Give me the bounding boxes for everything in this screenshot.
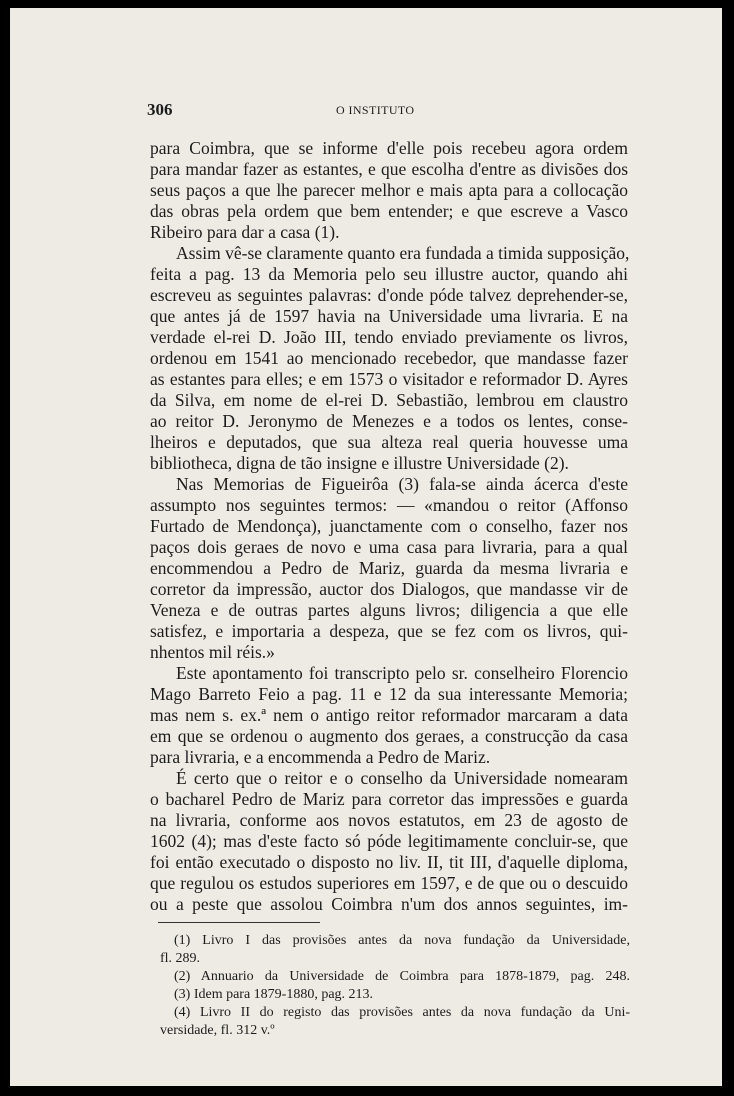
text-line: Assim vê-se claramente quanto era fundada a timida supposição,: [176, 243, 630, 263]
footnote-divider: [158, 922, 320, 923]
page-number: 306: [147, 100, 173, 119]
text-line: feita a pag. 13 da Memoria pelo seu illustre auctor, quando ahi: [150, 264, 628, 284]
book-page: [10, 8, 722, 1086]
text-line: Veneza e de outras partes alguns livros; diligencia a que elle: [150, 600, 628, 620]
text-line: assumpto nos seguintes termos: — «mandou o reitor (Affonso: [150, 495, 628, 515]
text-line: em que se ordenou o augmento dos geraes, a construcção da casa: [150, 726, 628, 746]
text-line: encommendou a Pedro de Mariz, guarda da mesma livraria e: [150, 558, 628, 578]
footnote-line: (4) Livro II do registo das provisões antes da nova fundação da Uni-: [174, 1005, 630, 1020]
text-line: 1602 (4); mas d'este facto só póde legitimamente concluir-se, que: [150, 831, 628, 851]
text-line: o bacharel Pedro de Mariz para corretor das impressões e guarda: [150, 789, 628, 809]
text-line: para livraria, e a encommenda a Pedro de Mariz.: [150, 747, 491, 767]
footnote-line: (1) Livro I das provisões antes da nova fundação da Universidade,: [174, 933, 630, 948]
text-line: lheiros e deputados, que sua alteza real queria houvesse uma: [150, 432, 628, 452]
text-line: foi então executado o disposto no liv. II, tit III, d'aquelle diploma,: [150, 852, 628, 872]
text-line: ordenou em 1541 ao mencionado recebedor, que mandasse fazer: [150, 348, 628, 368]
text-line: ao reitor D. Jeronymo de Menezes e a todos os lentes, conse-: [150, 411, 628, 431]
text-line: que antes já de 1597 havia na Universidade uma livraria. E na: [150, 306, 628, 326]
text-line: corretor da impressão, auctor dos Dialogos, que mandasse vir de: [150, 579, 628, 599]
text-line: para mandar fazer as estantes, e que escolha d'entre as divisões dos: [150, 159, 628, 179]
text-line: Nas Memorias de Figueirôa (3) fala-se ainda ácerca d'este: [176, 474, 628, 494]
footnote-line: fl. 289.: [160, 951, 201, 966]
text-line: da Silva, em nome de el-rei D. Sebastião, lembrou em claustro: [150, 390, 628, 410]
running-title: O INSTITUTO: [336, 103, 415, 117]
text-line: Ribeiro para dar a casa (1).: [150, 222, 340, 242]
text-line: que regulou os estudos superiores em 1597, e de que ou o descuido: [150, 873, 628, 893]
text-line: paços dois geraes de novo e uma casa para livraria, para a qual: [150, 537, 628, 557]
page-header: [10, 100, 722, 124]
text-line: Este apontamento foi transcripto pelo sr. conselheiro Florencio: [176, 663, 628, 683]
text-line: escreveu as seguintes palavras: d'onde póde talvez deprehender-se,: [150, 285, 628, 305]
text-line: Mago Barreto Feio a pag. 11 e 12 da sua interessante Memoria;: [150, 684, 628, 704]
footnote-line: versidade, fl. 312 v.º: [160, 1023, 275, 1038]
text-line: Furtado de Mendonça), juanctamente com o conselho, fazer nos: [150, 516, 628, 536]
text-line: satisfez, e importaria a despeza, que se fez com os livros, qui-: [150, 621, 628, 641]
text-line: das obras pela ordem que bem entender; e que escreve a Vasco: [150, 201, 628, 221]
text-line: bibliotheca, digna de tão insigne e illustre Universidade (2).: [150, 453, 569, 473]
text-line: para Coimbra, que se informe d'elle pois recebeu agora ordem: [150, 138, 628, 158]
text-line: verdade el-rei D. João III, tendo enviado previamente os livros,: [150, 327, 628, 347]
text-line: ou a peste que assolou Coimbra n'um dos annos seguintes, im-: [150, 894, 628, 914]
text-line: nhentos mil réis.»: [150, 642, 275, 662]
footnote-line: (3) Idem para 1879-1880, pag. 213.: [174, 987, 374, 1002]
footnote-line: (2) Annuario da Universidade de Coimbra para 1878-1879, pag. 248.: [174, 969, 630, 984]
text-line: mas nem s. ex.ª nem o antigo reitor reformador marcaram a data: [150, 705, 628, 725]
text-line: na livraria, conforme aos novos estatutos, em 23 de agosto de: [150, 810, 628, 830]
text-line: seus paços a que lhe parecer melhor e mais apta para a collocação: [150, 180, 628, 200]
text-line: as estantes para elles; e em 1573 o visitador e reformador D. Ayres: [150, 369, 628, 389]
text-line: É certo que o reitor e o conselho da Universidade nomearam: [176, 768, 628, 788]
